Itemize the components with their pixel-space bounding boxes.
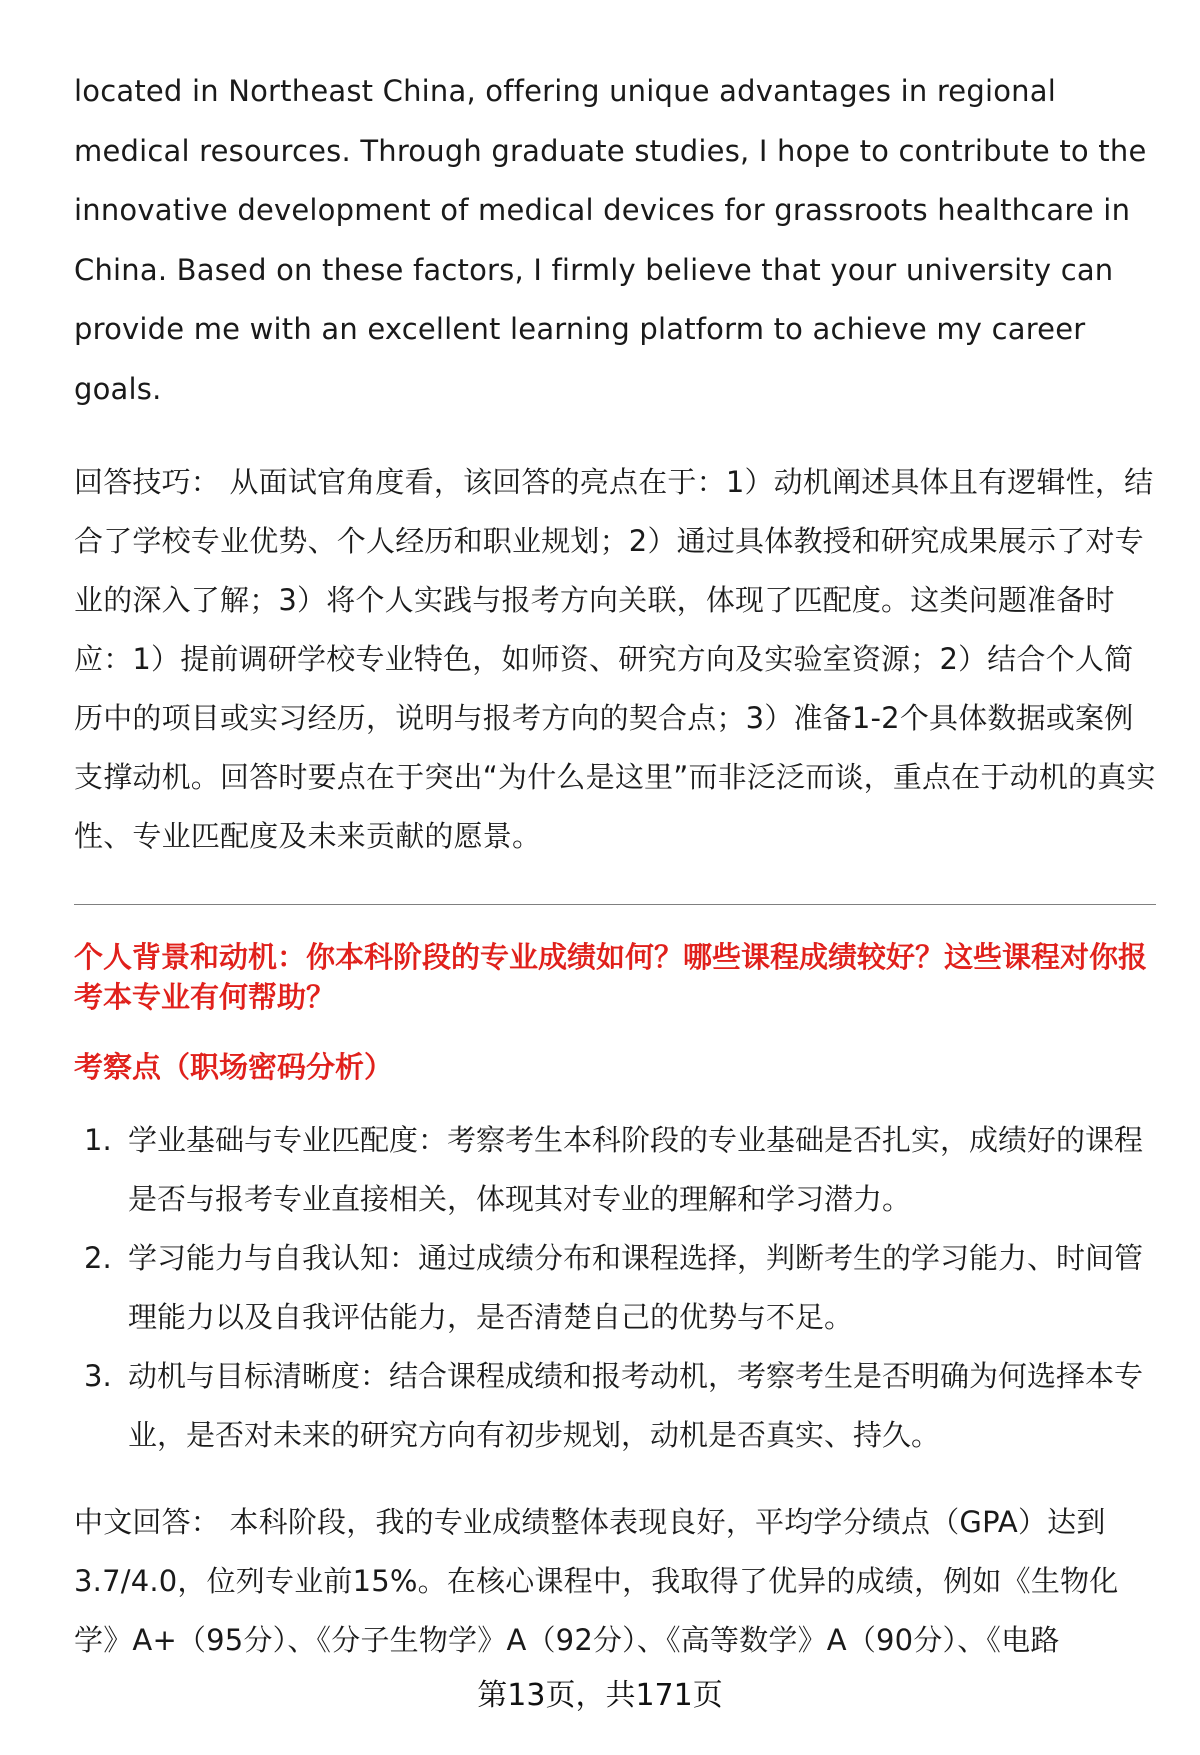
list-item-text: 学习能力与自我认知：通过成绩分布和课程选择，判断考生的学习能力、时间管理能力以及自我评估能力，是否清楚自己的优势与不足。	[128, 1241, 1144, 1334]
list-item-number: 2.	[84, 1241, 112, 1275]
analysis-heading: 考察点（职场密码分析）	[74, 1050, 394, 1084]
analysis-points-list	[74, 1111, 1156, 1465]
english-paragraph: located in Northeast China, offering unique advantages in regional medical resources. Through graduate studies, I hope to contribute to the innovative development of medical devices for grassroots healthcare in China. Based on these factors, I firmly believe that your university can provide me with an excellent learning platform to achieve my career goals.	[74, 74, 1147, 406]
list-item-number: 1.	[84, 1123, 112, 1157]
page-number-footer: 第13页，共171页	[477, 1678, 723, 1713]
list-item-number: 3.	[84, 1359, 112, 1393]
question-heading: 个人背景和动机：你本科阶段的专业成绩如何？哪些课程成绩较好？这些课程对你报考本专业有何帮助？	[74, 940, 1148, 1014]
answer-paragraph: 中文回答： 本科阶段，我的专业成绩整体表现良好，平均学分绩点（GPA）达到3.7/4.0，位列专业前15%。在核心课程中，我取得了优异的成绩，例如《生物化学》A+（95分）、《分子生物学》A（92分）、《高等数学》A（90分）、《电路	[74, 1505, 1119, 1657]
list-item-text: 学业基础与专业匹配度：考察考生本科阶段的专业基础是否扎实，成绩好的课程是否与报考专业直接相关，体现其对专业的理解和学习潜力。	[128, 1123, 1144, 1216]
document-page	[74, 62, 1156, 1670]
list-item-text: 动机与目标清晰度：结合课程成绩和报考动机，考察考生是否明确为何选择本专业，是否对未来的研究方向有初步规划，动机是否真实、持久。	[128, 1359, 1144, 1452]
list-item	[74, 1229, 1156, 1347]
list-item	[74, 1347, 1156, 1465]
list-item	[74, 1111, 1156, 1229]
tips-paragraph: 回答技巧： 从面试官角度看，该回答的亮点在于：1）动机阐述具体且有逻辑性，结合了学校专业优势、个人经历和职业规划；2）通过具体教授和研究成果展示了对专业的深入了解；3）将个人实践与报考方向关联，体现了匹配度。这类问题准备时应：1）提前调研学校专业特色，如师资、研究方向及实验室资源；2）结合个人简历中的项目或实习经历，说明与报考方向的契合点；3）准备1-2个具体数据或案例支撑动机。回答时要点在于突出“为什么是这里”而非泛泛而谈，重点在于动机的真实性、专业匹配度及未来贡献的愿景。	[74, 465, 1156, 853]
